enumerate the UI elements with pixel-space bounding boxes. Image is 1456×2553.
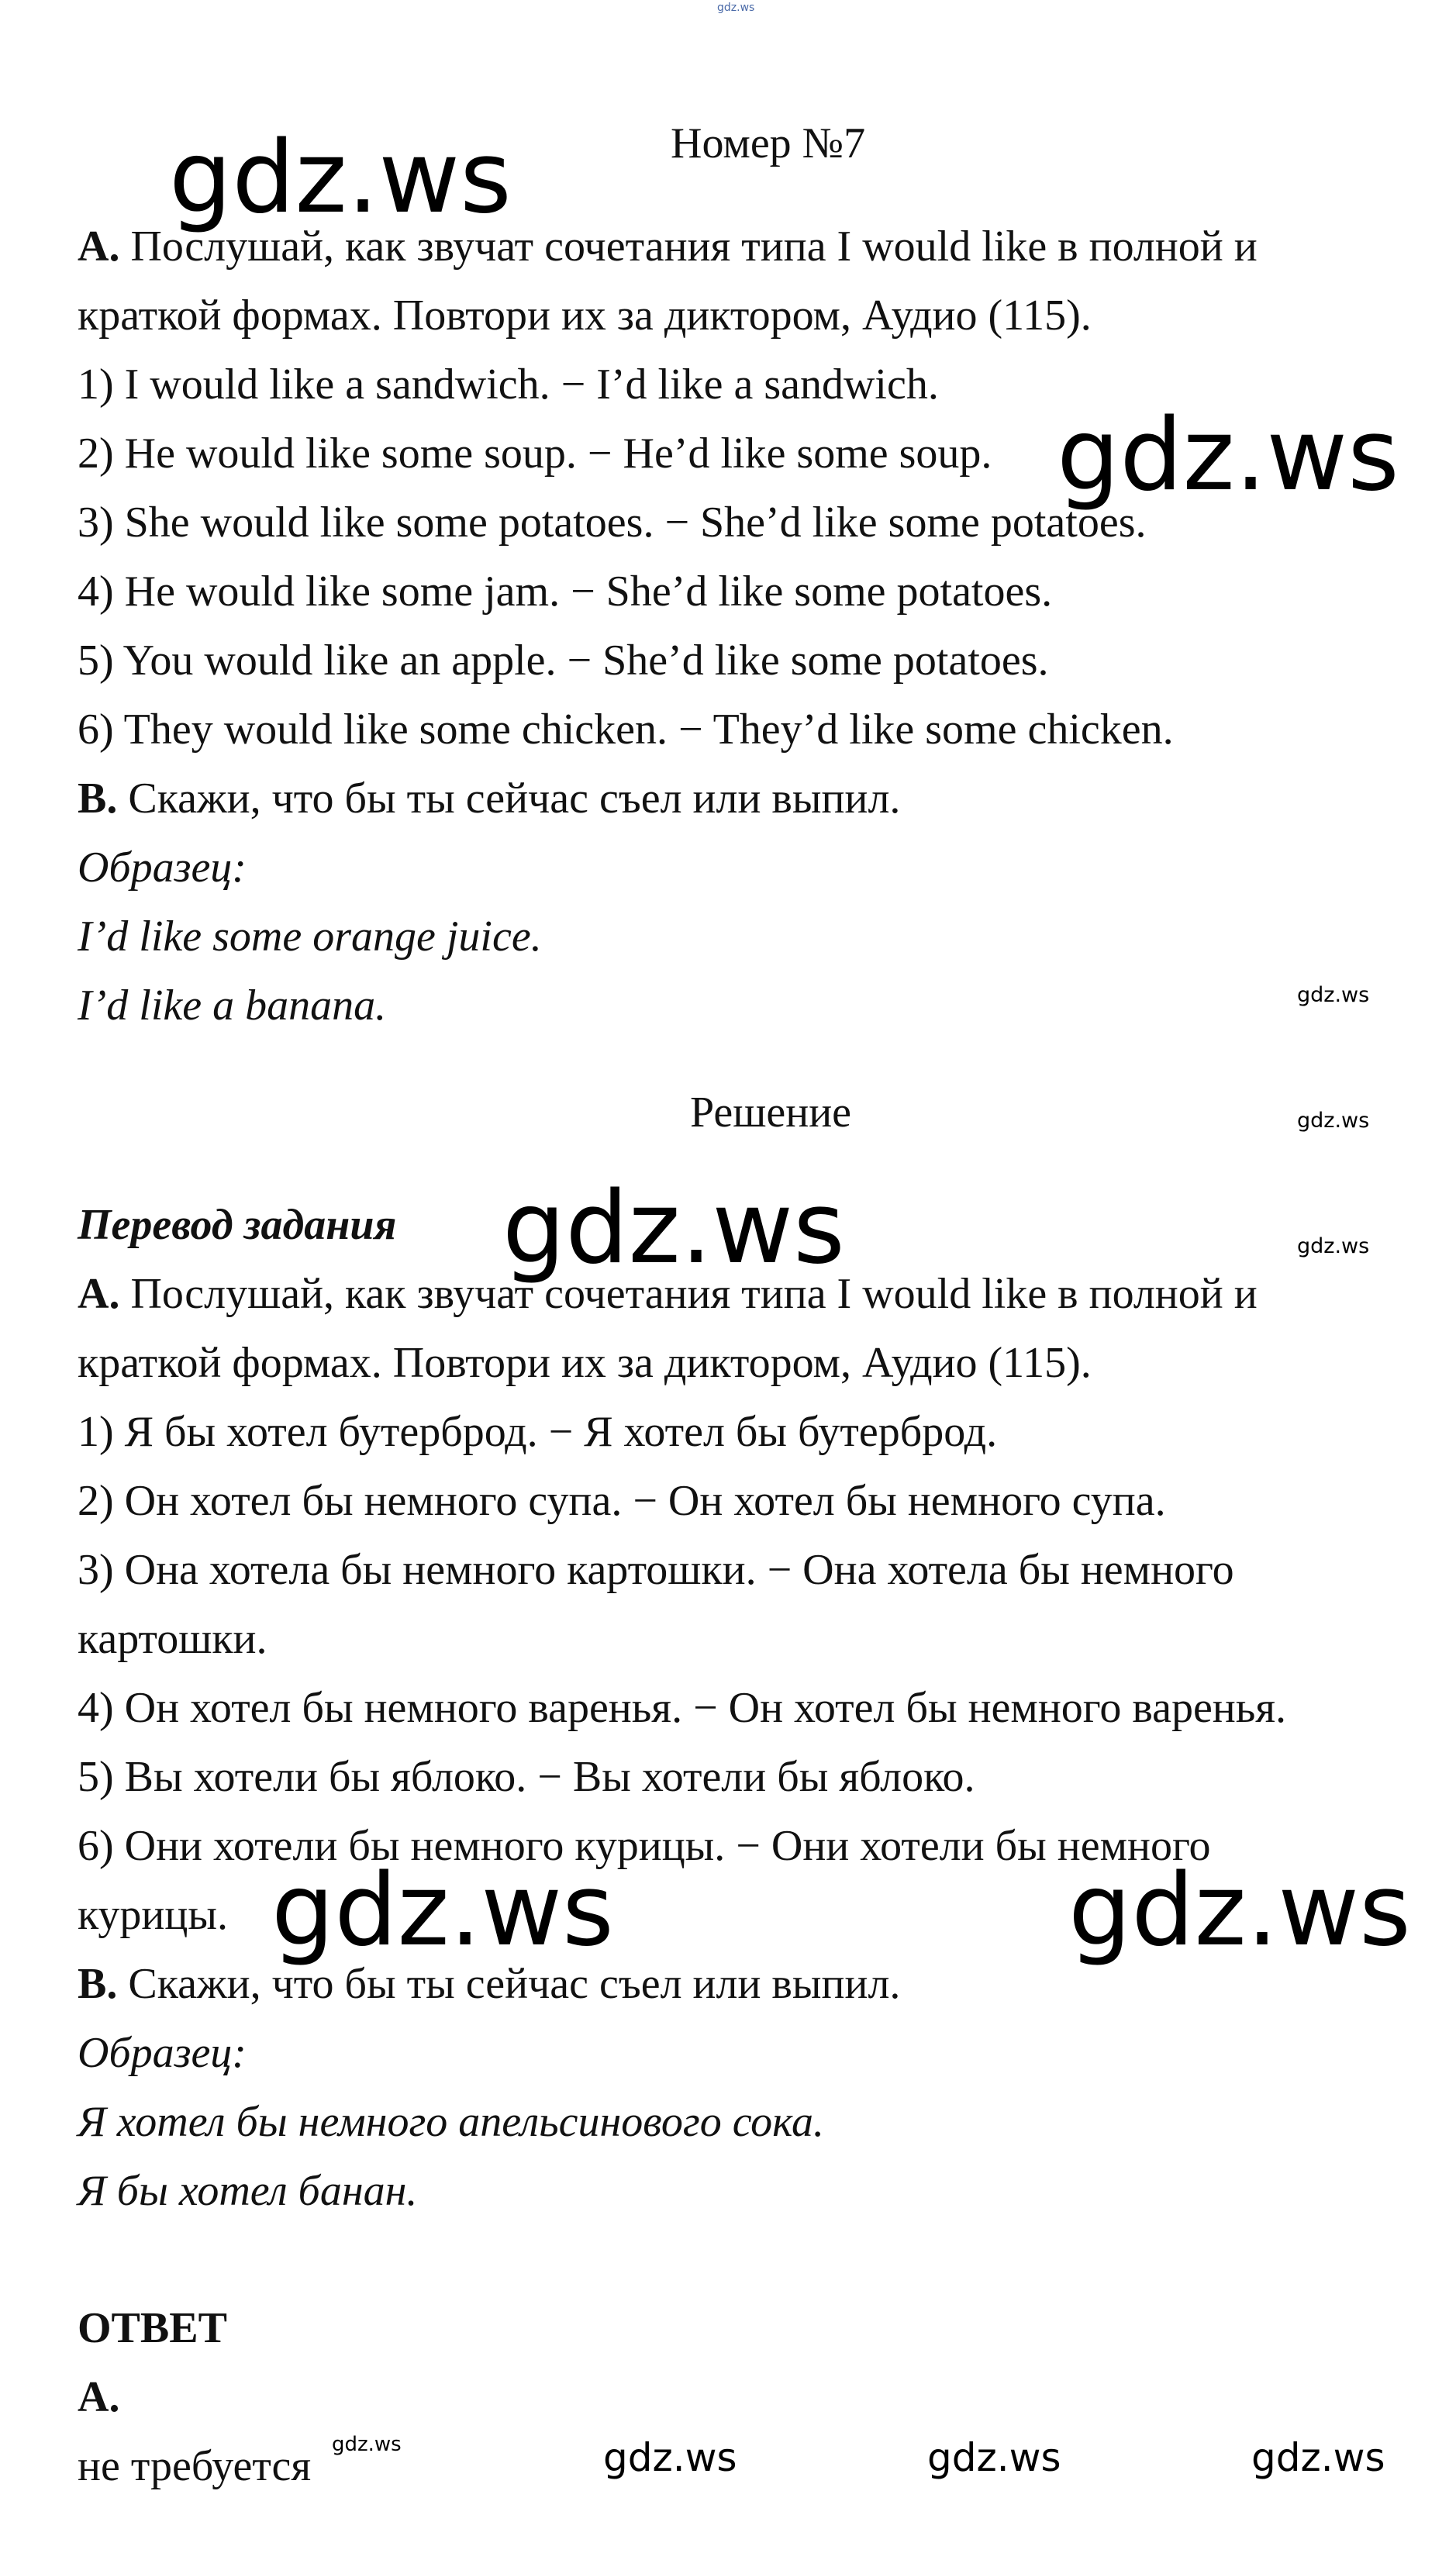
solution-heading: Решение [690,1088,852,1137]
translation-line-7: 6) Они хотели бы немного курицы. − Они хотели бы немного [78,1822,1211,1870]
task-item-3: 3) She would like some potatoes. − She’d like some potatoes. [78,499,1147,547]
task-sample-line-1: I’d like some orange juice. [78,913,542,961]
task-sample-line-2: I’d like a banana. [78,982,387,1030]
answer-a-text: не требуется [78,2442,312,2490]
translation-line-8: курицы. [78,1891,228,1939]
task-b-line [78,771,900,826]
watermark-2: gdz.ws [1057,398,1399,513]
task-b-label: B. [78,775,118,823]
watermark-11: gdz.ws [927,2435,1061,2480]
watermark-3: gdz.ws [1297,983,1370,1007]
answer-heading: ОТВЕТ [78,2304,227,2352]
translation-sample-line-2: Я бы хотел банан. [78,2167,418,2215]
translation-sample-line-1: Я хотел бы немного апельсинового сока. [78,2098,824,2146]
watermark-top: gdz.ws [717,2,755,14]
watermark-8: gdz.ws [1068,1853,1411,1968]
task-sample-label: Образец: [78,844,247,892]
watermark-1: gdz.ws [169,120,512,236]
translation-b-label: B. [78,1960,118,2008]
task-a-text-1: Послушай, как звучат сочетания типа I would like в полной и [119,223,1258,271]
task-b-text: Скажи, что бы ты сейчас съел или выпил. [117,775,901,823]
page-title: Номер №7 [671,119,866,167]
task-item-5: 5) You would like an apple. − She’d like some potatoes. [78,637,1049,685]
watermark-4: gdz.ws [1297,1109,1370,1133]
translation-line-6: 5) Вы хотели бы яблоко. − Вы хотели бы яблоко. [78,1753,975,1801]
task-item-2: 2) He would like some soup. − He’d like some soup. [78,430,992,478]
translation-sample-label: Образец: [78,2029,247,2077]
translation-a-text-1: Послушай, как звучат сочетания типа I would like в полной и [119,1270,1258,1318]
task-item-1: 1) I would like a sandwich. − I’d like a sandwich. [78,361,939,409]
translation-a-line-2: краткой формах. Повтори их за диктором, Аудио (115). [78,1339,1092,1387]
watermark-10: gdz.ws [603,2435,737,2480]
watermark-7: gdz.ws [271,1853,614,1968]
watermark-6: gdz.ws [1297,1234,1370,1258]
watermark-5: gdz.ws [502,1171,845,1286]
task-item-6: 6) They would like some chicken. − They’d like some chicken. [78,706,1174,754]
translation-line-1: 1) Я бы хотел бутерброд. − Я хотел бы бутерброд. [78,1408,998,1456]
translation-line-4: картошки. [78,1615,267,1663]
task-item-4: 4) He would like some jam. − She’d like some potatoes. [78,568,1053,616]
task-a-label: A. [78,223,120,271]
translation-b-text: Скажи, что бы ты сейчас съел или выпил. [117,1960,901,2008]
translation-line-3: 3) Она хотела бы немного картошки. − Она хотела бы немного [78,1546,1234,1594]
task-a-line-2: краткой формах. Повтори их за диктором, Аудио (115). [78,292,1092,340]
translation-a-label: A. [78,1270,120,1318]
translation-line-5: 4) Он хотел бы немного варенья. − Он хотел бы немного варенья. [78,1684,1287,1732]
answer-a-label: A. [78,2373,120,2421]
watermark-9: gdz.ws [332,2433,402,2456]
watermark-12: gdz.ws [1251,2435,1385,2480]
translation-line-2: 2) Он хотел бы немного супа. − Он хотел бы немного супа. [78,1477,1166,1525]
translation-heading: Перевод задания [78,1201,397,1249]
